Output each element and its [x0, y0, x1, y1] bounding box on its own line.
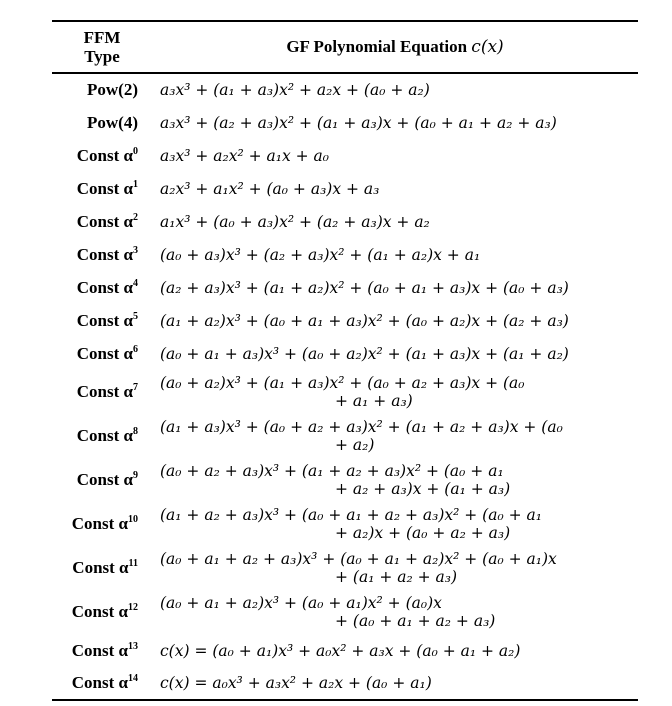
table-header-row: [52, 21, 638, 73]
ffm-type-exponent: 2: [133, 211, 138, 223]
ffm-type-exponent: 13: [128, 640, 138, 652]
equation-line: (a₀ + a₂)x³ + (a₁ + a₃)x² + (a₀ + a₂ + a₃)x + (a₀: [160, 374, 525, 392]
polynomial-equation-cell: [152, 458, 638, 502]
equation-line: (a₀ + a₃)x³ + (a₂ + a₃)x² + (a₁ + a₂)x + a₁: [160, 245, 481, 264]
ffm-type-label: Const α: [76, 211, 133, 231]
table-row: [52, 106, 638, 139]
equation-continuation-line: + (a₁ + a₂ + a₃): [335, 568, 458, 586]
ffm-type-label: Const α: [76, 426, 133, 445]
ffm-type-cell: [52, 172, 152, 205]
ffm-type-label: Const α: [76, 310, 133, 330]
table-row: [52, 271, 638, 304]
ffm-type-label: Const α: [76, 382, 133, 401]
ffm-type-label: Pow(2): [87, 80, 138, 99]
table-row: [52, 205, 638, 238]
ffm-type-label: Const α: [76, 343, 133, 363]
polynomial-equation-cell: [152, 139, 638, 172]
ffm-type-cell: [52, 667, 152, 700]
ffm-type-cell: [52, 546, 152, 590]
equation-line: (a₀ + a₂ + a₃)x³ + (a₁ + a₂ + a₃)x² + (a₀ + a₁: [160, 462, 504, 480]
ffm-type-cell: [52, 139, 152, 172]
polynomial-equation-cell: [152, 414, 638, 458]
table-row: [52, 238, 638, 271]
equation-continuation-line: + a₂)x + (a₀ + a₂ + a₃): [335, 524, 511, 542]
table-row: [52, 458, 638, 502]
ffm-type-exponent: 12: [128, 602, 138, 613]
ffm-type-cell: [52, 634, 152, 667]
header-ffm-line2: Type: [84, 47, 120, 66]
table-row: [52, 73, 638, 106]
table-body: [52, 73, 638, 700]
ffm-type-label: Const α: [76, 178, 133, 198]
polynomial-equation-cell: [152, 238, 638, 271]
ffm-type-exponent: 14: [128, 673, 138, 684]
ffm-type-exponent: 9: [133, 470, 138, 481]
polynomial-equation-cell: [152, 634, 638, 667]
table-row: [52, 172, 638, 205]
polynomial-equation-cell: [152, 106, 638, 139]
ffm-type-cell: [52, 337, 152, 370]
table-row: [52, 304, 638, 337]
ffm-type-cell: [52, 73, 152, 106]
ffm-type-label: Const α: [71, 640, 128, 660]
ffm-type-exponent: 8: [133, 426, 138, 437]
equation-continuation-line: + a₁ + a₃): [335, 392, 413, 410]
ffm-type-cell: [52, 502, 152, 546]
table-row: [52, 590, 638, 634]
ffm-type-label: Const α: [71, 602, 128, 621]
equation-line: c(x) = (a₀ + a₁)x³ + a₀x² + a₃x + (a₀ + a₁ + a₂): [160, 641, 521, 660]
table-row: [52, 370, 638, 414]
equation-line: (a₁ + a₃)x³ + (a₀ + a₂ + a₃)x² + (a₁ + a₂ + a₃)x + (a₀: [160, 418, 563, 436]
equation-line: (a₀ + a₁ + a₃)x³ + (a₀ + a₂)x² + (a₁ + a₃)x + (a₁ + a₂): [160, 344, 569, 363]
header-ffm-type: [52, 21, 152, 73]
equation-line: a₂x³ + a₁x² + (a₀ + a₃)x + a₃: [160, 179, 380, 198]
equation-line: (a₁ + a₂)x³ + (a₀ + a₁ + a₃)x² + (a₀ + a₂)x + (a₂ + a₃): [160, 311, 569, 330]
ffm-type-cell: [52, 458, 152, 502]
table-row: [52, 337, 638, 370]
header-ffm-line1: FFM: [83, 28, 121, 47]
equation-line: a₃x³ + (a₁ + a₃)x² + a₂x + (a₀ + a₂): [160, 81, 430, 99]
ffm-type-exponent: 1: [133, 178, 138, 190]
polynomial-equation-cell: [152, 73, 638, 106]
ffm-type-exponent: 5: [133, 310, 138, 322]
ffm-type-label: Const α: [71, 514, 128, 533]
polynomial-equation-cell: [152, 304, 638, 337]
polynomial-equation-cell: [152, 172, 638, 205]
equation-line: a₁x³ + (a₀ + a₃)x² + (a₂ + a₃)x + a₂: [160, 212, 430, 231]
ffm-type-cell: [52, 414, 152, 458]
table-row: [52, 546, 638, 590]
ffm-type-label: Const α: [76, 244, 133, 264]
ffm-type-cell: [52, 106, 152, 139]
equation-line: (a₀ + a₁ + a₂ + a₃)x³ + (a₀ + a₁ + a₂)x² + (a₀ + a₁)x: [160, 550, 557, 568]
table-row: [52, 634, 638, 667]
table-row: [52, 414, 638, 458]
gf-polynomial-table: [52, 20, 638, 701]
equation-line: (a₁ + a₂ + a₃)x³ + (a₀ + a₁ + a₂ + a₃)x² + (a₀ + a₁: [160, 506, 542, 524]
ffm-type-cell: [52, 590, 152, 634]
equation-line: a₃x³ + a₂x² + a₁x + a₀: [160, 146, 329, 165]
equation-continuation-line: + a₂): [335, 436, 375, 454]
polynomial-equation-cell: [152, 590, 638, 634]
polynomial-equation-cell: [152, 337, 638, 370]
polynomial-equation-cell: [152, 502, 638, 546]
ffm-type-exponent: 11: [128, 558, 138, 569]
polynomial-table-container: [52, 20, 638, 701]
table-row: [52, 502, 638, 546]
equation-line: a₃x³ + (a₂ + a₃)x² + (a₁ + a₃)x + (a₀ + a₁ + a₂ + a₃): [160, 113, 557, 132]
ffm-type-cell: [52, 370, 152, 414]
ffm-type-label: Const α: [76, 277, 133, 297]
ffm-type-cell: [52, 238, 152, 271]
ffm-type-cell: [52, 304, 152, 337]
polynomial-equation-cell: [152, 271, 638, 304]
ffm-type-label: Pow(4): [87, 112, 138, 132]
equation-line: c(x) = a₀x³ + a₃x² + a₂x + (a₀ + a₁): [160, 674, 432, 692]
ffm-type-label: Const α: [76, 470, 133, 489]
equation-continuation-line: + (a₀ + a₁ + a₂ + a₃): [335, 612, 496, 630]
equation-continuation-line: + a₂ + a₃)x + (a₁ + a₃): [335, 480, 511, 498]
header-gf-equation: [152, 21, 638, 73]
ffm-type-exponent: 7: [133, 382, 138, 393]
ffm-type-exponent: 4: [133, 277, 138, 289]
header-gf-text: GF Polynomial Equation: [286, 37, 472, 56]
polynomial-equation-cell: [152, 667, 638, 700]
ffm-type-cell: [52, 271, 152, 304]
table-row: [52, 667, 638, 700]
equation-line: (a₀ + a₁ + a₂)x³ + (a₀ + a₁)x² + (a₀)x: [160, 594, 442, 612]
ffm-type-cell: [52, 205, 152, 238]
table-row: [52, 139, 638, 172]
equation-line: (a₂ + a₃)x³ + (a₁ + a₂)x² + (a₀ + a₁ + a₃)x + (a₀ + a₃): [160, 278, 569, 297]
ffm-type-label: Const α: [76, 145, 133, 165]
polynomial-equation-cell: [152, 370, 638, 414]
ffm-type-label: Const α: [72, 558, 129, 577]
ffm-type-exponent: 10: [128, 514, 138, 525]
polynomial-equation-cell: [152, 546, 638, 590]
ffm-type-exponent: 3: [133, 244, 138, 256]
polynomial-equation-cell: [152, 205, 638, 238]
ffm-type-label: Const α: [71, 673, 128, 692]
header-gf-math: c(x): [471, 37, 504, 57]
ffm-type-exponent: 6: [133, 343, 138, 355]
ffm-type-exponent: 0: [133, 145, 138, 157]
